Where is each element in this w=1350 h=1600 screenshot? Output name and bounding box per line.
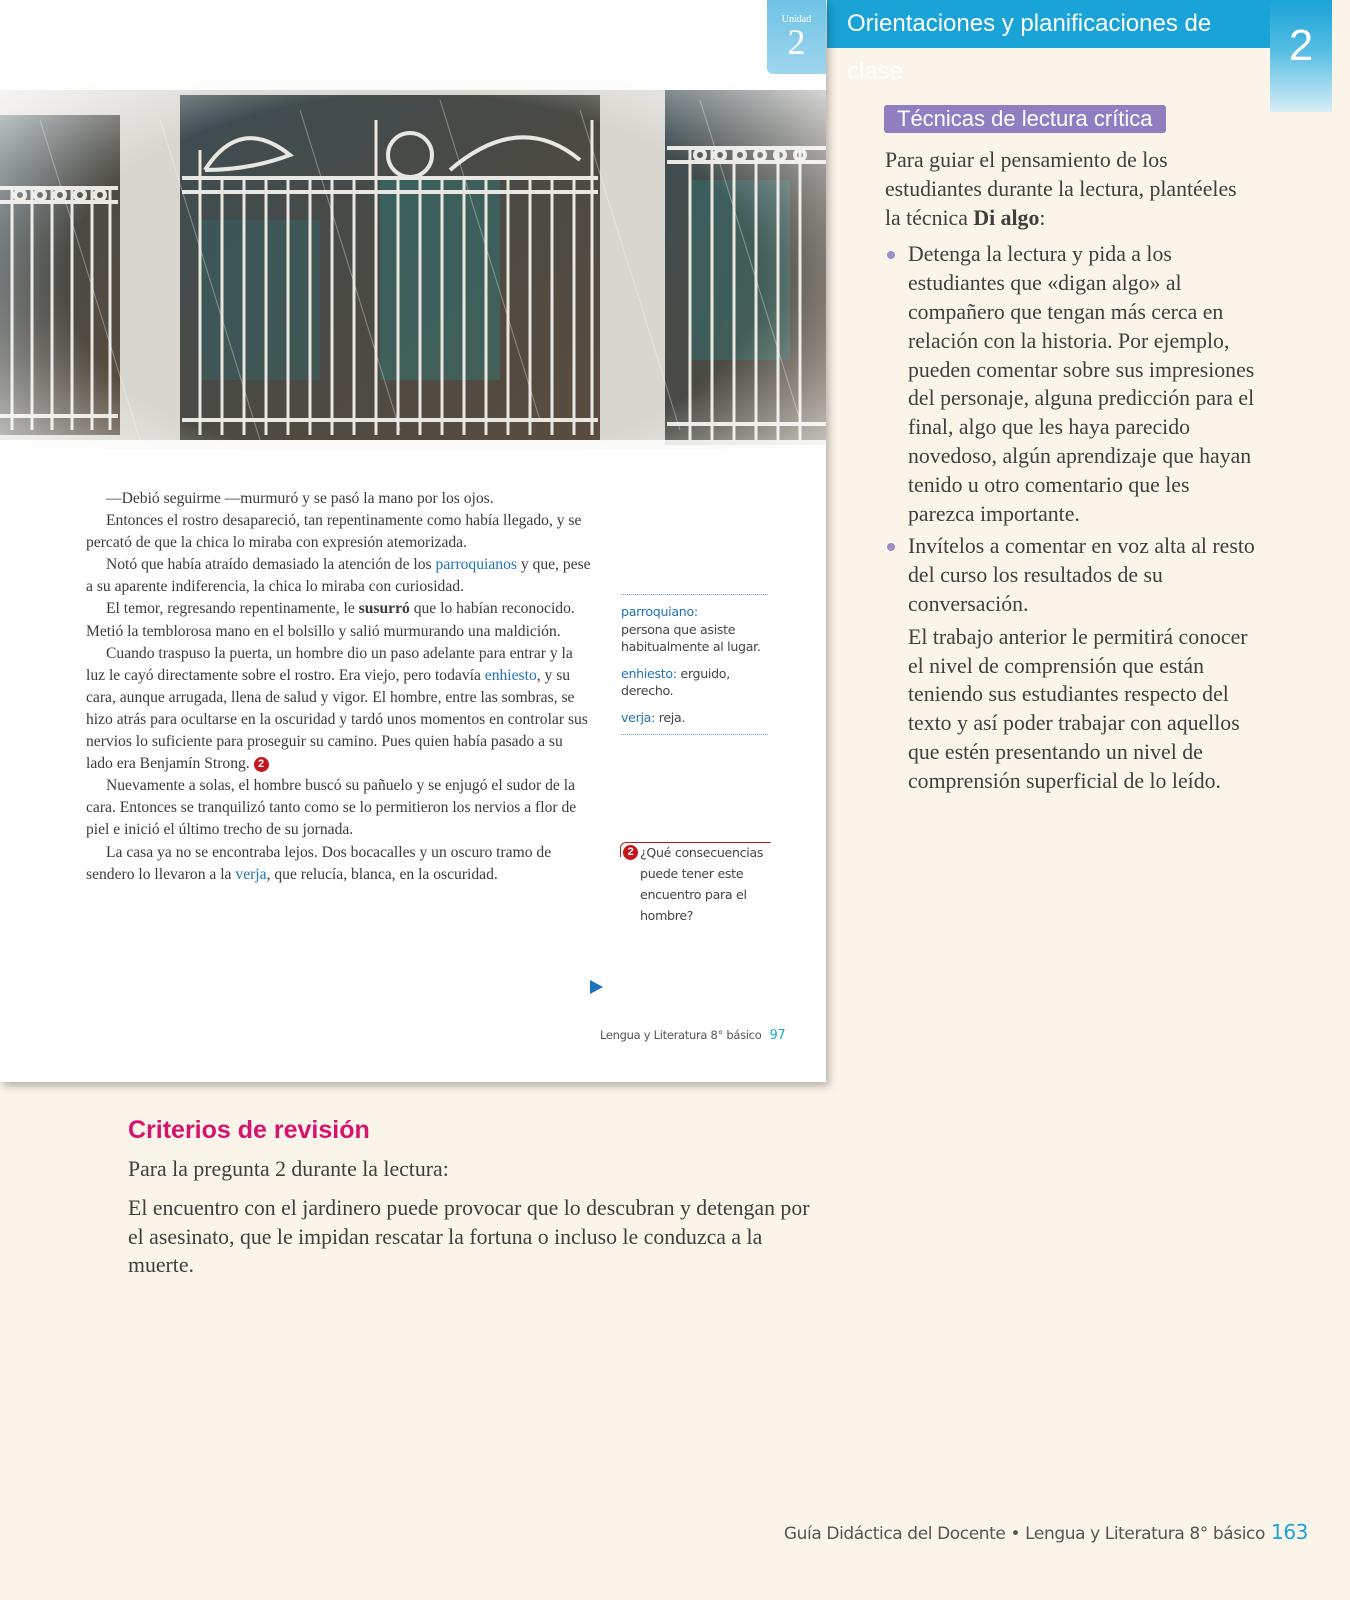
- glossary-definition: persona que asiste habitualmente al lugar.: [621, 621, 761, 654]
- question-number-badge: 2: [623, 845, 638, 860]
- section-header: [827, 0, 1270, 85]
- story-paragraph: [86, 643, 591, 776]
- glossary-term: verja:: [621, 709, 656, 725]
- book-footer-text: Lengua y Literatura 8° básico: [600, 1028, 762, 1042]
- guide-bullet-item: [885, 532, 1257, 618]
- guide-footer-text: Guía Didáctica del Docente • Lengua y Literatura 8° básico: [783, 1524, 1266, 1544]
- story-paragraph: Nuevamente a solas, el hombre buscó su pañuelo y se enjugó el sudor de la cara. Entonces se tranquilizó tanto como se lo permitieron los nervios a flor de piel e inició el último trecho de su jornada.: [86, 777, 577, 839]
- glossary-box: [621, 594, 768, 735]
- technique-name: Di algo: [973, 205, 1040, 230]
- section-header-title: Orientaciones y planificaciones de clase: [847, 10, 1212, 85]
- chapter-number: 2: [1288, 21, 1314, 70]
- glossary-word-parroquianos[interactable]: parroquianos: [435, 556, 517, 574]
- guide-bullet-text: Invítelos a comentar en voz alta al resto del curso los resultados de su conversación.: [908, 534, 1255, 616]
- unit-tab-number: 2: [787, 22, 806, 62]
- guide-intro-text: Para guiar el pensamiento de los estudiantes durante la lectura, plantéeles la técnica: [885, 148, 1237, 230]
- story-text: [86, 488, 591, 886]
- story-paragraph: [86, 554, 591, 598]
- story-text-span: , y su cara, aunque arrugada, llena de salud y vigor. El hombre, entre las sombras, se hizo atrás para ocultarse en la oscuridad y tardó unos momentos en controlar sus nervios lo suficiente para proseguir su camino. Pues quien había pasado a su lado era Benjamín Strong.: [86, 666, 588, 773]
- guide-closing-paragraph: El trabajo anterior le permitirá conocer el nivel de comprensión que están teniendo sus estudiantes respecto del texto y así poder trabajar con aquellos que estén presentando un nivel de comprensión superficial de lo leído.: [908, 624, 1248, 793]
- glossary-entry: [621, 603, 768, 656]
- guide-bullet-item: [885, 240, 1257, 528]
- glossary-word-enhiesto[interactable]: enhiesto: [484, 666, 537, 684]
- story-text-span: , que relucía, blanca, en la oscuridad.: [266, 865, 498, 883]
- technique-tag-label: Técnicas de lectura crítica: [897, 106, 1153, 131]
- story-text-span: Notó que había atraído demasiado la atención de los: [106, 556, 436, 574]
- criteria-lead: Para la pregunta 2 durante la lectura:: [128, 1157, 449, 1181]
- glossary-word-verja[interactable]: verja: [235, 865, 267, 883]
- question-text-wrapper: [620, 842, 770, 926]
- story-text-span: que lo habían reconocido. Metió la temblorosa mano en el bolsillo y salió murmurando una maldición.: [86, 600, 575, 640]
- guide-footer: [784, 1520, 1308, 1544]
- side-question: [620, 842, 770, 926]
- question-marker-badge: 2: [254, 757, 269, 772]
- story-text-span: El temor, regresando repentinamente, le: [106, 600, 359, 618]
- unit-tab: [767, 0, 826, 74]
- guide-intro-colon: :: [1039, 205, 1046, 230]
- question-text: ¿Qué consecuencias puede tener este encuentro para el hombre?: [640, 845, 764, 923]
- guide-page-number: 163: [1271, 1520, 1308, 1544]
- story-paragraph: —Debió seguirme —murmuró y se pasó la mano por los ojos.: [106, 490, 494, 507]
- criteria-body: [128, 1155, 828, 1280]
- glossary-definition: erguido, derecho.: [621, 665, 730, 698]
- guide-bullet-list: [885, 240, 1257, 618]
- chapter-number-tab: [1270, 0, 1332, 112]
- guide-intro: [885, 146, 1257, 232]
- gate-illustration: [0, 60, 826, 500]
- criteria-title: Criterios de revisión: [128, 1116, 370, 1144]
- glossary-term: parroquiano:: [621, 604, 698, 619]
- glossary-entry: [621, 709, 768, 727]
- unit-tab-label: Unidad: [781, 14, 812, 25]
- story-text-span: y que, pese a su aparente indiferencia, la chica lo miraba con curiosidad.: [86, 556, 591, 596]
- glossary-definition: reja.: [655, 709, 686, 725]
- guide-column: [885, 146, 1257, 796]
- book-page-number: 97: [769, 1028, 786, 1043]
- bullet-dot-icon: [887, 251, 895, 259]
- story-paragraph: Entonces el rostro desapareció, tan repentinamente como había llegado, y se percató de que la chica lo miraba con expresión atemorizada.: [86, 512, 582, 552]
- guide-bullet-text: Detenga la lectura y pida a los estudiantes que «digan algo» al compañero que tengan más cerca en relación con la historia. Por ejemplo, pueden comentar sobre sus impresiones del personaje, alguna predicción para el final, algo que les haya parecido novedoso, algún aprendizaje que hayan tenido u otro comentario que les parezca importante.: [908, 242, 1255, 526]
- book-page-footer: [600, 1028, 785, 1043]
- story-paragraph: [86, 598, 591, 642]
- story-paragraph: [86, 842, 591, 886]
- story-text-span: Cuando traspuso la puerta, un hombre dio un paso adelante para entrar y la luz le cayó directamente sobre el rostro. Era viejo, pero todavía: [86, 644, 573, 684]
- criteria-answer: El encuentro con el jardinero puede provocar que lo descubran y detengan por el asesinato, que le impidan rescatar la fortuna o incluso le conduzca a la muerte.: [128, 1195, 810, 1278]
- story-text-span: La casa ya no se encontraba lejos. Dos bocacalles y un oscuro tramo de sendero lo llevaron a la: [86, 843, 552, 883]
- bold-word-susurro: susurró: [358, 600, 410, 618]
- student-book-page: [0, 0, 826, 1082]
- glossary-entry: [621, 665, 768, 700]
- glossary-term: enhiesto:: [621, 665, 677, 681]
- continue-arrow-icon: [590, 980, 603, 994]
- bullet-dot-icon: [887, 543, 895, 551]
- technique-tag: [884, 105, 1166, 133]
